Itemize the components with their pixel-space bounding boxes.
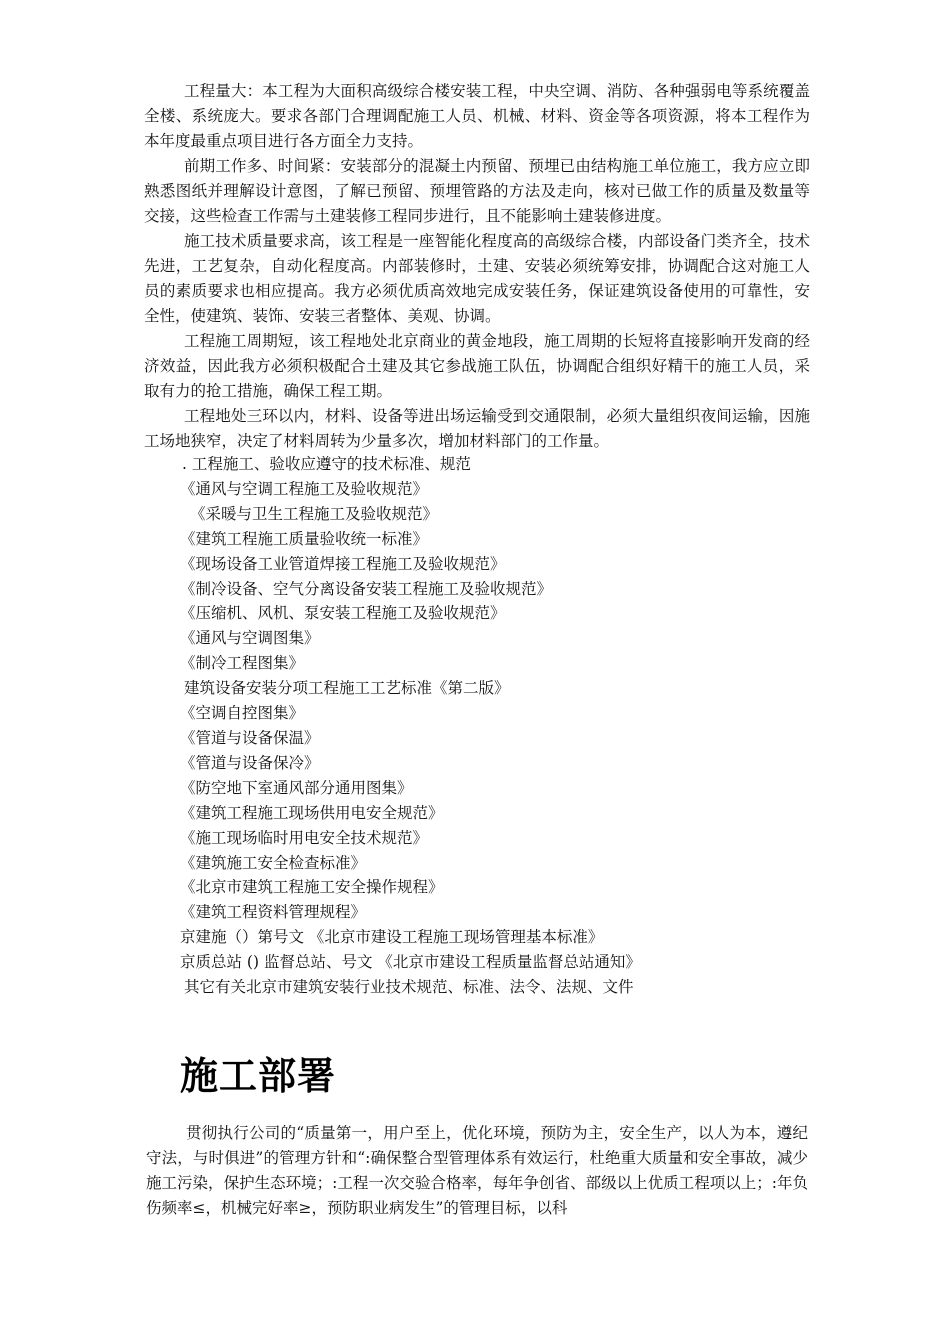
list-item: 《建筑工程施工质量验收统一标准》 <box>180 529 429 548</box>
paragraph-short-schedule: 工程施工周期短，该工程地处北京商业的黄金地段，施工周期的长短将直接影响开发商的经济效益，因此我方必须积极配合土建及其它参战施工队伍，协调配合组织好精干的施工人员，采取有力的抢工措施，确保工程工期。 <box>144 332 810 400</box>
list-item: 《采暖与卫生工程施工及验收规范》 <box>190 504 439 523</box>
list-item: 《通风与空调工程施工及验收规范》 <box>180 479 429 498</box>
list-item: 《管道与设备保冷》 <box>180 753 320 772</box>
list-item: 《制冷工程图集》 <box>180 654 305 673</box>
paragraph-transport-limits: 工程地处三环以内，材料、设备等进出场运输受到交通限制，必须大量组织夜间运输，因施工场地狭窄，决定了材料周转为少量多次，增加材料部门的工作量。 <box>144 407 810 450</box>
list-item: 《现场设备工业管道焊接工程施工及验收规范》 <box>180 554 506 573</box>
section-heading: 施工部署 <box>180 1054 337 1098</box>
section-paragraph: 贯彻执行公司的“质量第一，用户至上，优化环境，预防为主，安全生产，以人为本，遵纪守法，与时俱进”的管理方针和“:确保整合型管理体系有效运行，杜绝重大质量和安全事故，减少施工污染，保护生态环境；:工程一次交验合格率，每年争创省、部级以上优质工程项以上；:年负伤频率≤，机械完好率≥，预防职业病发生”的管理目标，以科 <box>146 1124 808 1217</box>
standards-list-title: . 工程施工、验收应遵守的技术标准、规范 <box>182 455 471 473</box>
list-item: 京建施（）第号文 《北京市建设工程施工现场管理基本标准》 <box>180 928 604 947</box>
standards-list <box>180 452 641 1000</box>
list-item: 《施工现场临时用电安全技术规范》 <box>180 828 429 847</box>
list-item: 《建筑工程资料管理规程》 <box>180 903 367 922</box>
list-item: 《建筑工程施工现场供用电安全规范》 <box>180 803 444 822</box>
list-item: 《防空地下室通风部分通用图集》 <box>180 778 413 797</box>
list-item: 《压缩机、风机、泵安装工程施工及验收规范》 <box>180 604 506 623</box>
list-item: 建筑设备安装分项工程施工工艺标准《第二版》 <box>184 679 510 698</box>
list-item: 《管道与设备保温》 <box>180 728 320 747</box>
list-item: 《通风与空调图集》 <box>180 629 320 648</box>
list-item: 《建筑施工安全检查标准》 <box>180 853 367 872</box>
paragraph-workload: 工程量大：本工程为大面积高级综合楼安装工程，中央空调、消防、各种强弱电等系统覆盖全楼、系统庞大。要求各部门合理调配施工人员、机械、材料、资金等各项资源，将本工程作为本年度最重点项目进行各方面全力支持。 <box>144 82 810 150</box>
list-item: 京质总站 () 监督总站、号文 《北京市建设工程质量监督总站通知》 <box>180 953 641 972</box>
list-item: 《制冷设备、空气分离设备安装工程施工及验收规范》 <box>180 579 553 598</box>
paragraph-early-work: 前期工作多、时间紧：安装部分的混凝土内预留、预埋已由结构施工单位施工，我方应立即熟悉图纸并理解设计意图，了解已预留、预埋管路的方法及走向，核对已做工作的质量及数量等交接，这些检查工作需与土建装修工程同步进行，且不能影响土建装修进度。 <box>144 157 810 225</box>
list-item: 其它有关北京市建筑安装行业技术规范、标准、法令、法规、文件 <box>184 978 634 997</box>
list-item: 《北京市建筑工程施工安全操作规程》 <box>180 878 444 897</box>
list-item: 《空调自控图集》 <box>180 704 305 723</box>
paragraph-quality-requirements: 施工技术质量要求高，该工程是一座智能化程度高的高级综合楼，内部设备门类齐全，技术先进，工艺复杂，自动化程度高。内部装修时，土建、安装必须统筹安排，协调配合这对施工人员的素质要求也相应提高。我方必须优质高效地完成安装任务，保证建筑设备使用的可靠性，安全性，使建筑、装饰、安装三者整体、美观、协调。 <box>144 232 810 325</box>
